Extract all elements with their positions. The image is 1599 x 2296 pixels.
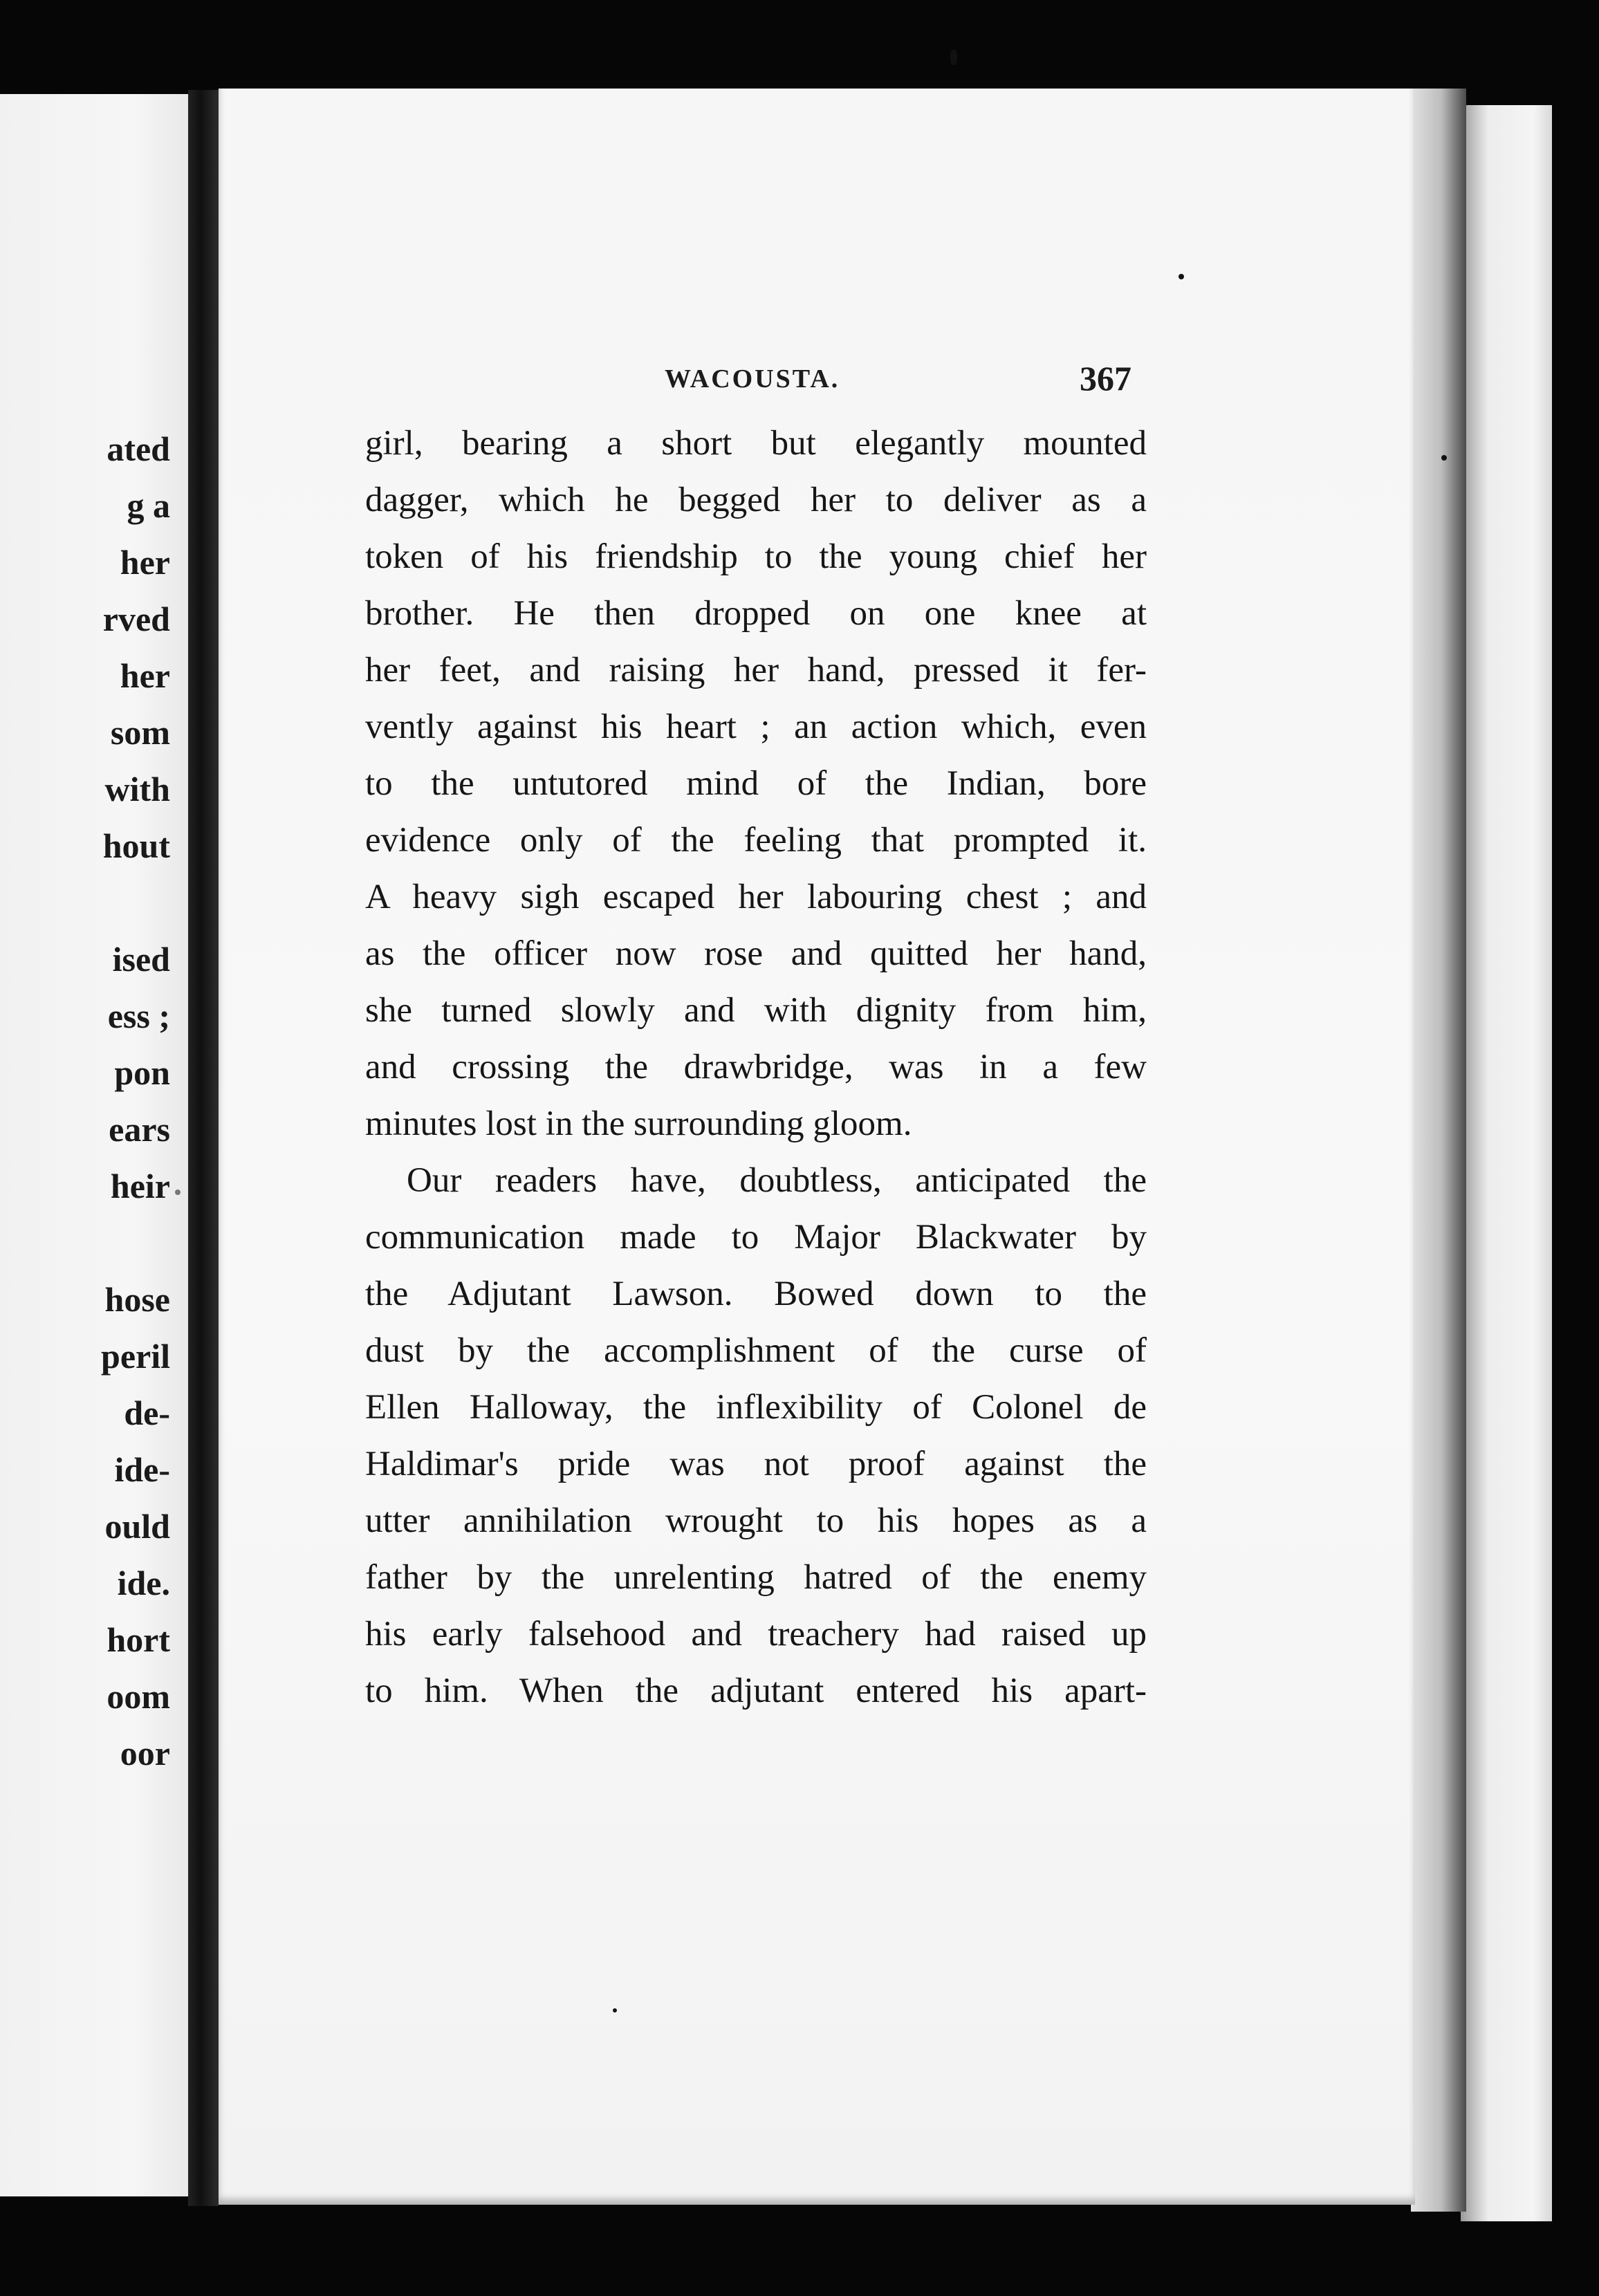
text-line: Haldimar's pride was not proof against the — [365, 1445, 1147, 1483]
text-line: father by the unrelenting hatred of the enemy — [365, 1558, 1147, 1597]
left-page-line: hout — [102, 826, 170, 865]
text-line: vently against his heart ; an action which, even — [365, 707, 1147, 746]
left-page-line: oor — [120, 1734, 170, 1772]
scan-speck — [950, 50, 957, 65]
running-title: WACOUSTA. — [665, 364, 840, 394]
body-text — [365, 415, 1375, 1719]
paper-speck — [1441, 455, 1447, 461]
left-page-line: peril — [101, 1337, 170, 1376]
left-page-line: ated — [107, 429, 170, 468]
left-page-line: ears — [109, 1110, 170, 1149]
left-page-line: ide- — [114, 1450, 170, 1489]
left-page-line: ide. — [117, 1564, 170, 1602]
left-page-line: hose — [104, 1280, 170, 1319]
paper-speck — [613, 2008, 617, 2012]
left-page — [0, 94, 188, 2196]
text-line: girl, bearing a short but elegantly mounted — [365, 424, 1147, 463]
text-line: brother. He then dropped on one knee at — [365, 594, 1147, 633]
right-page — [219, 89, 1415, 2205]
text-line: communication made to Major Blackwater by — [365, 1218, 1147, 1257]
running-head — [219, 358, 1415, 400]
text-line: Our readers have, doubtless, anticipated the — [407, 1161, 1147, 1200]
left-page-line: ess ; — [107, 997, 170, 1035]
left-page-line: ised — [112, 940, 170, 979]
left-page-line: her — [120, 656, 170, 695]
text-line: she turned slowly and with dignity from him, — [365, 991, 1147, 1030]
book-gutter — [188, 90, 219, 2206]
text-line: minutes lost in the surrounding gloom. — [365, 1104, 912, 1143]
text-line: dust by the accomplishment of the curse of — [365, 1331, 1147, 1370]
text-line: and crossing the drawbridge, was in a few — [365, 1048, 1147, 1086]
left-page-line: her — [120, 543, 170, 582]
text-line: token of his friendship to the young chief her — [365, 537, 1147, 576]
page-number: 367 — [1080, 359, 1131, 398]
text-line: Ellen Halloway, the inflexibility of Colonel de — [365, 1388, 1147, 1427]
text-line: A heavy sigh escaped her labouring chest ; and — [365, 878, 1147, 916]
text-line: utter annihilation wrought to his hopes as a — [365, 1501, 1147, 1540]
text-line: his early falsehood and treachery had raised up — [365, 1615, 1147, 1654]
text-line: the Adjutant Lawson. Bowed down to the — [365, 1275, 1147, 1313]
left-page-line: with — [104, 770, 170, 808]
left-page-line: rved — [102, 600, 170, 638]
text-line: evidence only of the feeling that prompted it. — [365, 821, 1147, 860]
left-page-line: heir — [110, 1167, 170, 1205]
left-page-line: som — [110, 713, 170, 752]
left-page-line: oom — [107, 1677, 170, 1716]
text-line: to the untutored mind of the Indian, bore — [365, 764, 1147, 803]
page-edge-shadow — [1411, 89, 1466, 2212]
left-page-line: pon — [114, 1053, 170, 1092]
left-page-line: g a — [127, 486, 170, 525]
scan-speck — [175, 1189, 181, 1195]
text-line: as the officer now rose and quitted her hand, — [365, 934, 1147, 973]
page-edge-stack — [1461, 105, 1552, 2221]
paper-speck — [1179, 274, 1184, 279]
left-page-line: ould — [104, 1507, 170, 1546]
left-page-line: hort — [107, 1620, 170, 1659]
text-line: dagger, which he begged her to deliver as a — [365, 481, 1147, 519]
left-page-line: de- — [124, 1394, 170, 1432]
text-line: to him. When the adjutant entered his apart- — [365, 1672, 1147, 1710]
text-line: her feet, and raising her hand, pressed it fer- — [365, 651, 1147, 689]
